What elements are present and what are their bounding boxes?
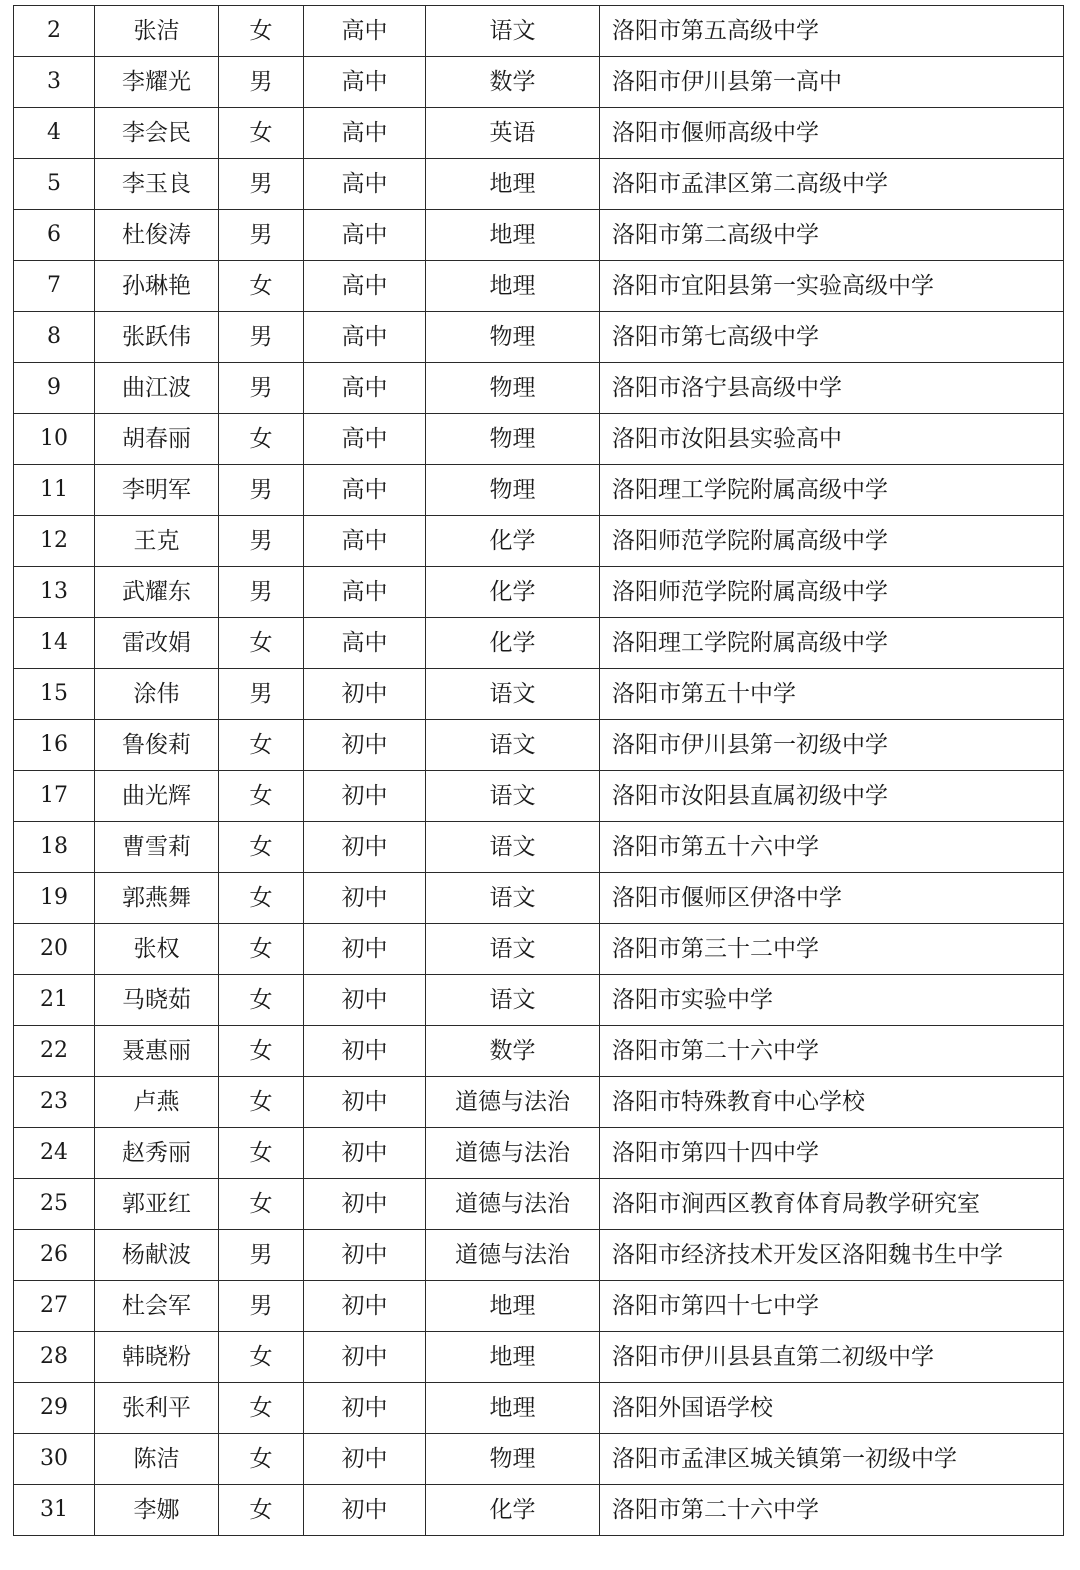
cell-school: 洛阳市第五十中学	[600, 669, 1064, 720]
cell-level: 初中	[304, 1332, 426, 1383]
cell-level: 高中	[304, 57, 426, 108]
cell-school: 洛阳市第四十四中学	[600, 1128, 1064, 1179]
cell-gender: 女	[219, 822, 304, 873]
cell-seq: 29	[14, 1383, 95, 1434]
cell-name: 杜会军	[95, 1281, 219, 1332]
cell-school: 洛阳市涧西区教育体育局教学研究室	[600, 1179, 1064, 1230]
cell-school: 洛阳理工学院附属高级中学	[600, 618, 1064, 669]
cell-name: 韩晓粉	[95, 1332, 219, 1383]
cell-gender: 女	[219, 1332, 304, 1383]
cell-school: 洛阳市偃师高级中学	[600, 108, 1064, 159]
cell-subject: 物理	[426, 363, 600, 414]
cell-school: 洛阳市特殊教育中心学校	[600, 1077, 1064, 1128]
cell-gender: 男	[219, 465, 304, 516]
table-row	[14, 1026, 1064, 1077]
cell-level: 高中	[304, 414, 426, 465]
table-row	[14, 6, 1064, 57]
cell-subject: 道德与法治	[426, 1230, 600, 1281]
cell-seq: 15	[14, 669, 95, 720]
cell-name: 郭燕舞	[95, 873, 219, 924]
cell-name: 卢燕	[95, 1077, 219, 1128]
cell-seq: 9	[14, 363, 95, 414]
cell-school: 洛阳市宜阳县第一实验高级中学	[600, 261, 1064, 312]
cell-seq: 10	[14, 414, 95, 465]
cell-seq: 5	[14, 159, 95, 210]
cell-subject: 化学	[426, 567, 600, 618]
cell-school: 洛阳市第二十六中学	[600, 1026, 1064, 1077]
cell-school: 洛阳市第四十七中学	[600, 1281, 1064, 1332]
table-row	[14, 1077, 1064, 1128]
cell-name: 孙琳艳	[95, 261, 219, 312]
cell-name: 曲江波	[95, 363, 219, 414]
cell-seq: 12	[14, 516, 95, 567]
cell-seq: 11	[14, 465, 95, 516]
cell-subject: 地理	[426, 210, 600, 261]
cell-school: 洛阳市洛宁县高级中学	[600, 363, 1064, 414]
table-row	[14, 822, 1064, 873]
cell-subject: 英语	[426, 108, 600, 159]
cell-seq: 4	[14, 108, 95, 159]
cell-seq: 6	[14, 210, 95, 261]
table-row	[14, 210, 1064, 261]
table-row	[14, 1332, 1064, 1383]
cell-seq: 27	[14, 1281, 95, 1332]
cell-level: 初中	[304, 873, 426, 924]
cell-school: 洛阳市伊川县县直第二初级中学	[600, 1332, 1064, 1383]
cell-name: 武耀东	[95, 567, 219, 618]
table-row	[14, 1230, 1064, 1281]
cell-seq: 30	[14, 1434, 95, 1485]
cell-school: 洛阳市第三十二中学	[600, 924, 1064, 975]
cell-gender: 女	[219, 1434, 304, 1485]
cell-level: 高中	[304, 567, 426, 618]
cell-level: 初中	[304, 924, 426, 975]
table-row	[14, 312, 1064, 363]
cell-gender: 男	[219, 516, 304, 567]
table-row	[14, 1281, 1064, 1332]
cell-subject: 道德与法治	[426, 1077, 600, 1128]
cell-seq: 23	[14, 1077, 95, 1128]
cell-name: 张洁	[95, 6, 219, 57]
table-row	[14, 465, 1064, 516]
cell-gender: 男	[219, 210, 304, 261]
cell-level: 初中	[304, 1179, 426, 1230]
cell-subject: 物理	[426, 465, 600, 516]
table-row	[14, 669, 1064, 720]
cell-subject: 语文	[426, 873, 600, 924]
cell-name: 聂惠丽	[95, 1026, 219, 1077]
table-row	[14, 1485, 1064, 1536]
cell-name: 陈洁	[95, 1434, 219, 1485]
table-row	[14, 159, 1064, 210]
cell-name: 曲光辉	[95, 771, 219, 822]
cell-school: 洛阳市第五十六中学	[600, 822, 1064, 873]
cell-subject: 语文	[426, 975, 600, 1026]
cell-level: 初中	[304, 1077, 426, 1128]
cell-gender: 男	[219, 567, 304, 618]
table-row	[14, 720, 1064, 771]
cell-level: 初中	[304, 822, 426, 873]
cell-name: 胡春丽	[95, 414, 219, 465]
table-row	[14, 771, 1064, 822]
table-row	[14, 108, 1064, 159]
cell-name: 张利平	[95, 1383, 219, 1434]
cell-subject: 地理	[426, 1281, 600, 1332]
table-row	[14, 57, 1064, 108]
cell-level: 高中	[304, 363, 426, 414]
cell-name: 郭亚红	[95, 1179, 219, 1230]
cell-level: 初中	[304, 1026, 426, 1077]
cell-school: 洛阳市伊川县第一高中	[600, 57, 1064, 108]
cell-name: 张权	[95, 924, 219, 975]
cell-seq: 26	[14, 1230, 95, 1281]
cell-name: 曹雪莉	[95, 822, 219, 873]
cell-level: 初中	[304, 1485, 426, 1536]
cell-gender: 男	[219, 1230, 304, 1281]
table-row	[14, 567, 1064, 618]
cell-level: 初中	[304, 669, 426, 720]
cell-level: 高中	[304, 159, 426, 210]
cell-seq: 13	[14, 567, 95, 618]
cell-seq: 22	[14, 1026, 95, 1077]
cell-gender: 女	[219, 1077, 304, 1128]
cell-level: 初中	[304, 1230, 426, 1281]
table-row	[14, 1179, 1064, 1230]
table-row	[14, 1128, 1064, 1179]
cell-name: 李玉良	[95, 159, 219, 210]
roster-table-body	[14, 6, 1064, 1536]
cell-seq: 24	[14, 1128, 95, 1179]
cell-level: 初中	[304, 1383, 426, 1434]
cell-name: 李娜	[95, 1485, 219, 1536]
table-row	[14, 516, 1064, 567]
cell-subject: 语文	[426, 720, 600, 771]
cell-name: 杨献波	[95, 1230, 219, 1281]
cell-seq: 14	[14, 618, 95, 669]
cell-level: 初中	[304, 720, 426, 771]
cell-school: 洛阳市汝阳县直属初级中学	[600, 771, 1064, 822]
cell-name: 鲁俊莉	[95, 720, 219, 771]
table-row	[14, 261, 1064, 312]
cell-seq: 19	[14, 873, 95, 924]
cell-school: 洛阳市经济技术开发区洛阳魏书生中学	[600, 1230, 1064, 1281]
cell-name: 涂伟	[95, 669, 219, 720]
cell-gender: 男	[219, 1281, 304, 1332]
cell-seq: 8	[14, 312, 95, 363]
cell-gender: 女	[219, 1026, 304, 1077]
cell-gender: 男	[219, 669, 304, 720]
cell-school: 洛阳市第七高级中学	[600, 312, 1064, 363]
cell-name: 王克	[95, 516, 219, 567]
cell-subject: 物理	[426, 312, 600, 363]
table-row	[14, 1434, 1064, 1485]
cell-subject: 语文	[426, 771, 600, 822]
cell-school: 洛阳市伊川县第一初级中学	[600, 720, 1064, 771]
cell-level: 初中	[304, 975, 426, 1026]
cell-name: 马晓茹	[95, 975, 219, 1026]
cell-gender: 男	[219, 159, 304, 210]
cell-level: 高中	[304, 312, 426, 363]
cell-school: 洛阳市偃师区伊洛中学	[600, 873, 1064, 924]
cell-seq: 31	[14, 1485, 95, 1536]
cell-level: 初中	[304, 771, 426, 822]
cell-name: 赵秀丽	[95, 1128, 219, 1179]
cell-school: 洛阳理工学院附属高级中学	[600, 465, 1064, 516]
cell-gender: 男	[219, 57, 304, 108]
cell-seq: 25	[14, 1179, 95, 1230]
cell-subject: 语文	[426, 924, 600, 975]
cell-subject: 地理	[426, 1383, 600, 1434]
cell-school: 洛阳市第二高级中学	[600, 210, 1064, 261]
cell-seq: 7	[14, 261, 95, 312]
cell-name: 李耀光	[95, 57, 219, 108]
table-row	[14, 618, 1064, 669]
cell-name: 杜俊涛	[95, 210, 219, 261]
table-row	[14, 363, 1064, 414]
cell-seq: 3	[14, 57, 95, 108]
cell-gender: 女	[219, 1179, 304, 1230]
cell-subject: 语文	[426, 822, 600, 873]
cell-gender: 女	[219, 618, 304, 669]
cell-gender: 女	[219, 1485, 304, 1536]
cell-gender: 女	[219, 6, 304, 57]
cell-school: 洛阳市实验中学	[600, 975, 1064, 1026]
cell-school: 洛阳师范学院附属高级中学	[600, 516, 1064, 567]
cell-level: 高中	[304, 6, 426, 57]
cell-gender: 女	[219, 873, 304, 924]
cell-name: 雷改娟	[95, 618, 219, 669]
cell-school: 洛阳师范学院附属高级中学	[600, 567, 1064, 618]
cell-subject: 数学	[426, 1026, 600, 1077]
cell-seq: 21	[14, 975, 95, 1026]
cell-subject: 语文	[426, 6, 600, 57]
cell-school: 洛阳市孟津区城关镇第一初级中学	[600, 1434, 1064, 1485]
cell-subject: 数学	[426, 57, 600, 108]
cell-subject: 化学	[426, 1485, 600, 1536]
cell-level: 高中	[304, 618, 426, 669]
cell-school: 洛阳市第二十六中学	[600, 1485, 1064, 1536]
cell-level: 初中	[304, 1434, 426, 1485]
cell-school: 洛阳市汝阳县实验高中	[600, 414, 1064, 465]
cell-subject: 物理	[426, 414, 600, 465]
cell-seq: 20	[14, 924, 95, 975]
cell-seq: 18	[14, 822, 95, 873]
cell-subject: 道德与法治	[426, 1128, 600, 1179]
cell-school: 洛阳市第五高级中学	[600, 6, 1064, 57]
cell-level: 初中	[304, 1281, 426, 1332]
cell-gender: 女	[219, 924, 304, 975]
cell-gender: 女	[219, 108, 304, 159]
cell-gender: 男	[219, 363, 304, 414]
cell-subject: 道德与法治	[426, 1179, 600, 1230]
cell-level: 高中	[304, 465, 426, 516]
table-row	[14, 873, 1064, 924]
table-row	[14, 1383, 1064, 1434]
cell-gender: 女	[219, 975, 304, 1026]
cell-level: 初中	[304, 1128, 426, 1179]
cell-subject: 化学	[426, 516, 600, 567]
cell-level: 高中	[304, 516, 426, 567]
cell-seq: 2	[14, 6, 95, 57]
cell-school: 洛阳市孟津区第二高级中学	[600, 159, 1064, 210]
cell-gender: 女	[219, 1383, 304, 1434]
cell-gender: 女	[219, 1128, 304, 1179]
cell-seq: 16	[14, 720, 95, 771]
cell-subject: 物理	[426, 1434, 600, 1485]
cell-gender: 女	[219, 414, 304, 465]
cell-name: 李明军	[95, 465, 219, 516]
cell-level: 高中	[304, 261, 426, 312]
table-row	[14, 975, 1064, 1026]
cell-name: 李会民	[95, 108, 219, 159]
table-row	[14, 924, 1064, 975]
cell-subject: 语文	[426, 669, 600, 720]
table-row	[14, 414, 1064, 465]
roster-table	[13, 5, 1064, 1536]
cell-gender: 女	[219, 261, 304, 312]
cell-gender: 女	[219, 720, 304, 771]
cell-seq: 28	[14, 1332, 95, 1383]
cell-gender: 女	[219, 771, 304, 822]
cell-name: 张跃伟	[95, 312, 219, 363]
cell-school: 洛阳外国语学校	[600, 1383, 1064, 1434]
cell-level: 高中	[304, 210, 426, 261]
cell-subject: 地理	[426, 159, 600, 210]
cell-level: 高中	[304, 108, 426, 159]
cell-gender: 男	[219, 312, 304, 363]
cell-subject: 化学	[426, 618, 600, 669]
cell-seq: 17	[14, 771, 95, 822]
cell-subject: 地理	[426, 1332, 600, 1383]
cell-subject: 地理	[426, 261, 600, 312]
